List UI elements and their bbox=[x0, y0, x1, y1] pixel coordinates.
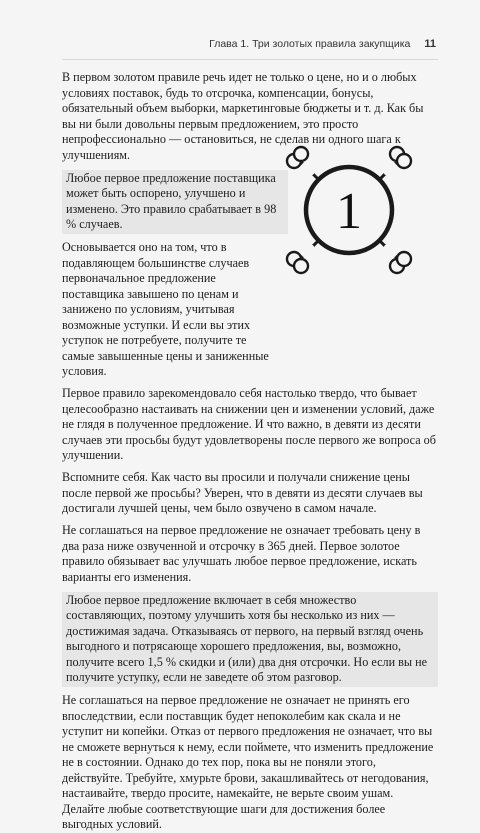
paragraph-3: Основывается оно на том, что в подавляющем большинстве случаев первоначальное предложение поставщика завышено по ценам и занижено по условиям, учитывая возможные уступки. И если вы этих уступок не потребуете, получите те самые завышенные цены и заниженные условия. bbox=[62, 240, 269, 378]
running-header bbox=[209, 38, 436, 50]
paragraph-7-highlight: Любое первое предложение включает в себя множество составляющих, поэтому улучшить хотя бы несколько из них — достижимая задача. Отказываясь от первого, на первый взгляд очень выгодного и потрясающе хорошего предложения, вы, возможно, получите всего 1,5 % скидки и (или) два дня отсрочки. Но если вы не получите уступку, если не заведете об этом разговор. bbox=[62, 592, 438, 687]
paragraph-4: Первое правило зарекомендовало себя настолько твердо, что бывает целесообразно настаивать на снижении цен и изменении условий, даже не глядя в полученное предложение. И что важно, в девяти из десяти случаев эти просьбы будут удовлетворены после первого же вопроса об улучшении. bbox=[62, 386, 436, 462]
emblem-numeral: 1 bbox=[336, 183, 362, 240]
page-number: 11 bbox=[424, 38, 436, 50]
paragraph-8: Не соглашаться на первое предложение не означает не принять его впоследствии, если поставщик будет непоколебим как скала и не уступит ни копейки. Отказ от первого предложения не означает, что вы не сможете вернуться к нему, если поймете, что изменить предложение не в состоянии. Однако до тех пор, пока вы не поняли этого, действуйте. Требуйте, хмурьте брови, закашливайтесь от негодования, настаивайте, твердо просите, намекайте, не верьте своим ушам. Делайте любые соответствующие шаги для достижения более выгодных условий. bbox=[62, 693, 434, 831]
paragraph-1: В первом золотом правиле речь идет не только о цене, но и о любых условиях поставок, будь то отсрочка, компенсации, бонусы, обязательный объем выборки, маркетинговые бюджеты и т. д. Как бы вы ни были довольны первым предложением, это просто непрофессионально — остановиться, не сделав ни одного шага к улучшениям. bbox=[62, 70, 424, 162]
paragraph-6: Не соглашаться на первое предложение не означает требовать цену в два раза ниже озвученной и отсрочку в 365 дней. Первое золотое правило обязывает вас улучшать любое первое предложение, искать варианты его изменения. bbox=[62, 523, 421, 584]
paragraph-5: Вспомните себя. Как часто вы просили и получали снижение цены после первой же просьбы? Уверен, что в девяти из десяти случаев вы достигали лучшей цены, чем было озвучено в самом начале. bbox=[62, 470, 423, 515]
header-divider bbox=[62, 59, 438, 60]
page-body bbox=[62, 70, 438, 833]
chapter-title: Глава 1. Три золотых правила закупщика bbox=[209, 38, 411, 50]
paragraph-2-highlight: Любое первое предложение поставщика может быть оспорено, улучшено и изменено. Это правило срабатывает в 98 % случаев. bbox=[62, 170, 288, 234]
